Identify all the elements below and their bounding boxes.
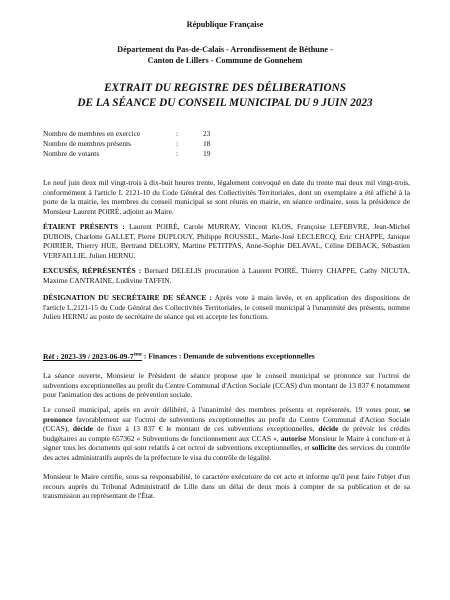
present-members-list: Laurent POIRÉ, Carole MURRAY, Vincent KLOS, Françoise LEFEBVRE, Jean-Michel DUBOIS, Charlotte GALLET, Pierre DUPLOUY, Philippe ROUSSEL, Marie-José LECLERCQ, Eric CHAPPE, Janique POIRIER, Thierry HUE, Bertrand DELORY, Martine PETITPAS, Anne-Sophie DELAVAL, Céline DEBACK, Sébastien VERFAILLIE, Julien HERNU. <box>43 222 410 260</box>
count-label-votants: Nombre de votants <box>43 149 100 158</box>
excused-members-label: EXCUSÉS, RÉPRÉSENTÉS : <box>43 266 142 275</box>
present-members-paragraph <box>43 222 410 260</box>
department-line-2: Canton de Lillers - Commune de Gonnehem <box>147 56 303 65</box>
secretary-paragraph <box>43 293 410 322</box>
secretary-label: DÉSIGNATION DU SECRÉTAIRE DE SÉANCE : <box>43 293 212 302</box>
excused-members-list: Bernard DELELIS procuration à Laurent POIRÉ, Thierry CHAPPE, Cathy NICUTA, Maxime CANTRAINE, Ludivine TAFFIN. <box>43 266 410 285</box>
count-value-exercice: 23 <box>203 129 211 138</box>
document-title-line-2: DE LA SÉANCE DU CONSEIL MUNICIPAL DU 9 JUIN 2023 <box>77 97 373 109</box>
document-title-line-1: EXTRAIT DU REGISTRE DES DÉLIBERATIONS <box>104 82 346 94</box>
secretary-text: Après vote à main levée, et en application des dispositions de l'article L.2121-15 du Code Général des Collectivités Territoriales, le conseil municipal à l'unanimité des présents, nomme Julien HERNU au poste de secrétaire de séance qui en accepte les fonctions. <box>43 293 410 322</box>
decision-paragraph: Le conseil municipal, après en avoir délibéré, à l'unanimité des membres présents et représentés, 19 votes pour, se prononce favorablement sur l'octroi de subventions exceptionnelles au profit du Centre Communal d'Action Sociale (CCAS), décide de fixer à 13 837 € le montant de ces subventions exceptionnelles, décide de prévoir les crédits budgétaires au compte 657362 « Subventions de fonctionnement aux CCAS », autorise Monsieur le Maire à conclure et à signer tous les documents qui sont relatifs à cet octroi de subventions exceptionnelles, et sollicite des services du contrôle des actes administratifs auprès de la préfecture le visa du contrôle de légalité. <box>43 405 411 462</box>
intro-paragraph: Le neuf juin deux mil vingt-trois à dix-huit heures trente, légalement convoqué en date du trente mai deux mil vingt-trois, conformément à l'article L 2121-10 du Code Général des Collectivités Territoriales, dont un exemplaire a été affiché à la porte de la mairie, les membres du conseil municipal se sont réunis en mairie, en séance ordinaire, sous la présidence de Monsieur Laurent POIRÉ, adjoint au Maire. <box>43 178 410 216</box>
count-separator: : <box>176 129 179 138</box>
reference-subject: : Finances : Demande de subventions exceptionnelles <box>141 351 315 361</box>
count-value-votants: 19 <box>203 149 211 158</box>
republic-heading: République Française <box>186 20 264 29</box>
proposal-paragraph: La séance ouverte, Monsieur le Président de séance propose que le conseil municipal se prononce sur l'octroi de subventions exceptionnelles au profit du Centre Communal d'Action Sociale (CCAS) d'un montant de 13 837 € notamment pour l'animation des actions de prévention sociale. <box>43 371 410 400</box>
count-value-presents: 18 <box>203 139 211 148</box>
excused-members-paragraph <box>43 266 410 285</box>
count-separator: : <box>176 149 179 158</box>
count-separator: : <box>176 139 179 148</box>
reference-number: Réf : 2023-39 / 2023-06-09-7ème <box>43 351 142 361</box>
present-members-label: ÉTAIENT PRÉSENTS : <box>43 222 125 231</box>
count-label-presents: Nombre de membres présents <box>43 139 132 148</box>
department-line-1: Département du Pas-de-Calais - Arrondissement de Béthune - <box>117 45 333 54</box>
certification-paragraph: Monsieur le Maire certifie, sous sa responsabilité, le caractère exécutoire de cet acte et informe qu'il peut faire l'objet d'un recours auprès du Tribunal Administratif de Lille dans un délai de deux mois à compter de sa publication et de sa transmission au représentant de l'État. <box>43 472 410 501</box>
reference-line <box>43 350 410 362</box>
count-label-exercice: Nombre de membres en exercice <box>43 129 141 138</box>
